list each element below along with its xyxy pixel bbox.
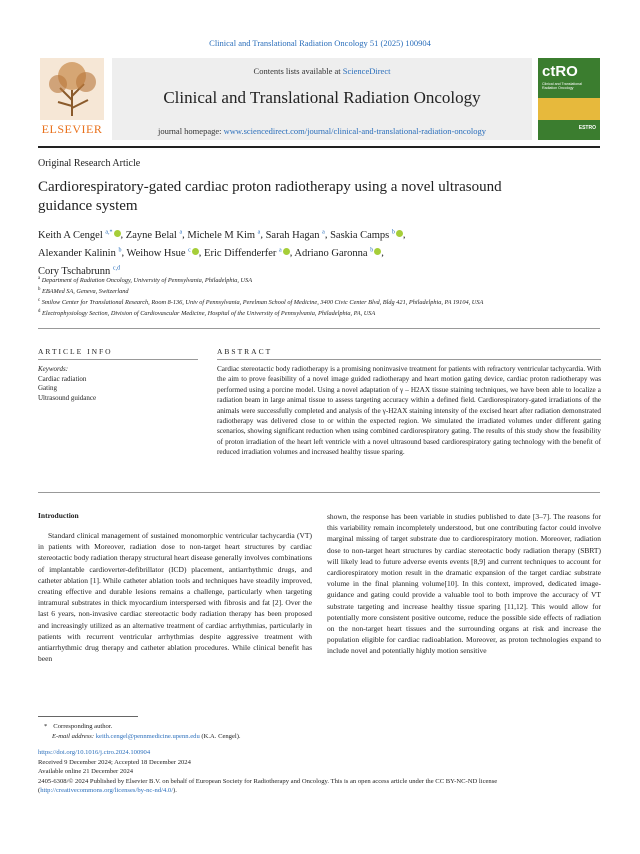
affiliation-item: $^a$ Department of Radiation Oncology, University of Pennsylvania, Philadelphia, USA bbox=[38, 276, 253, 285]
cover-subtitle: Clinical and Translational Radiation Oncology bbox=[542, 82, 582, 91]
body-column-right bbox=[327, 511, 601, 657]
keywords-label: Keywords: bbox=[38, 365, 69, 373]
author[interactable]: Saskia Camps $^b$ bbox=[330, 230, 403, 241]
author[interactable]: Keith A Cengel $^{a,*}$ bbox=[38, 230, 121, 241]
author[interactable]: Michele M Kim $^a$ bbox=[187, 229, 261, 241]
footnote-divider bbox=[38, 716, 138, 717]
section-heading-introduction: Introduction bbox=[38, 511, 79, 520]
body-paragraph: shown, the response has been variable in studies published to date [3–7]. The reasons for this variability remain incompletely understood, but one contributing factor could involve marginal missing of target substrate due to cardiorespiratory motion. Moreover, radiation dose to non-target heart structures by cardiac stereotactic body radiation therapy (SBRT) will likely lead to future adverse events events [8,9] and current techniques to account for cardiorespiratory motion result in the dramatic expansion of the target cardiac substrate volume in the final planning volume[10]. In this context, improved, dedicated image-guidance and gating could provide a valuable tool to both improve the accuracy of VT substrate targeting and increase healthy tissue sparing [11,12]. This would allow for potentially more consistent positive outcome, reduce the possible side effects of radiation on the non-target heart tissues and the surrounding organs at risk and increase the population eligible for cardiac radioablation. Moreover, as proton technologies expand to include novel and potentially highly motion sensitive bbox=[327, 512, 601, 656]
orcid-icon[interactable] bbox=[283, 248, 290, 255]
body-paragraph: Standard clinical management of sustained monomorphic ventricular tachycardia (VT) in patients with Moreover, radiation dose to non-target heart structures by cardiac stereotactic body radiation therapy structural heart disease generally involves combinations of implantable cardioverter-defibrillator (ICD) placement, antiarrhythmic drugs, and catheter ablation [1]. While catheter ablation tools and techniques have steadily improved, creating effective and durable lesions remains a challenge, particularly when targeting intramural substrates in thick myocardium interspersed with fibrosis and fat [2]. Over the last 6 years, non-invasive cardiac stereotactic body radiation therapy has been proposed and increasingly utilized as an alternative treatment of cardiac arrhythmias, particularly in patients with recurrent ventricular arrhythmias despite aggressive treatment with antiarrhythmic drug therapy and catheter ablation procedures. While clinical benefit has been bbox=[38, 531, 312, 664]
cover-band bbox=[538, 98, 600, 120]
journal-reference[interactable]: Clinical and Translational Radiation Oncology 51 (2025) 100904 bbox=[209, 38, 431, 48]
abstract-heading: ABSTRACT bbox=[217, 347, 273, 356]
author[interactable]: Eric Diffenderfer $^a$ bbox=[204, 248, 290, 259]
elsevier-logo bbox=[38, 56, 106, 138]
email-line: E-mail address: keith.cengel@pennmedicine.upenn.edu (K.A. Cengel). bbox=[52, 733, 241, 740]
received-dates: Received 9 December 2024; Accepted 18 December 2024 bbox=[38, 758, 191, 766]
abstract-divider bbox=[217, 359, 601, 360]
corresponding-author-note: * Corresponding author. bbox=[44, 723, 113, 730]
homepage-prefix: journal homepage: bbox=[157, 126, 224, 136]
contents-prefix: Contents lists available at bbox=[253, 66, 343, 76]
article-info-divider bbox=[38, 359, 198, 360]
body-column-left bbox=[38, 530, 312, 664]
email-link[interactable]: keith.cengel@pennmedicine.upenn.edu bbox=[95, 733, 200, 740]
abstract-bottom-divider bbox=[38, 492, 600, 493]
cover-title: ctRO bbox=[542, 63, 578, 80]
sciencedirect-link[interactable]: ScienceDirect bbox=[342, 66, 391, 76]
available-online: Available online 21 December 2024 bbox=[38, 768, 134, 775]
keyword[interactable]: Gating bbox=[38, 384, 58, 392]
elsevier-wordmark: ELSEVIER bbox=[41, 122, 103, 136]
affiliations-divider bbox=[38, 328, 600, 329]
article-info-heading: ARTICLE INFO bbox=[38, 347, 113, 356]
journal-cover[interactable] bbox=[538, 58, 600, 140]
orcid-icon[interactable] bbox=[396, 230, 403, 237]
author[interactable]: Adriano Garonna $^b$ bbox=[294, 248, 381, 259]
cover-badge: ESTRO bbox=[578, 125, 596, 131]
author-list: Keith A Cengel $^{a,*}$ , Zayne Belal $^a$, Michele M Kim $^a$, Sarah Hagan $^a$, Saskia Camps $^b$ , Alexander Kalinin $^b$, Weihow Hsue $^c$ , Eric Diffenderfer $^a$ , Adriano Garonna $^b$ , Cory Tschabrunn $^{c,d}$ bbox=[38, 229, 406, 277]
article-footer bbox=[38, 748, 600, 796]
affiliations bbox=[38, 275, 558, 319]
keyword[interactable]: Ultrasound guidance bbox=[38, 393, 97, 402]
abstract-text: Cardiac stereotactic body radiotherapy is a promising noninvasive treatment for patients with refractory ventricular tachycardia. With the aim to prove feasibility of a novel image guided radiotherapy and heart motion gating device, cardiac proton radiotherapy was performed using a porcine model. Using a novel adaptation of γ – H2AX tissue staining techniques, we have been able to localize a radiation beam in large animal tissue to assess targeting accuracy within a defined field. Cardiorespiratory-gated irradiations of the animals were successfully completed and analysis of the γ-H2AX staining intensity of the excised heart after radiation demonstrated radiotherapy was delivered close to or within the expected region. We simulated the irradiated volumes under different gating scenarios, showing significant reduction when using combined cardiorespiratory gating. The results of this study show the feasibility of proton irradiation of the heart left ventricle with a novel ultrasound based cardiorespiratory gating technology with the benefit of reduced irradiation volumes and increased healthy tissue sparing. bbox=[217, 365, 601, 457]
header-divider bbox=[38, 146, 600, 148]
author[interactable]: Zayne Belal $^a$ bbox=[125, 229, 183, 241]
orcid-icon[interactable] bbox=[192, 248, 199, 255]
copyright-notice: 2405-6308/© 2024 Published by Elsevier B.V. on behalf of European Society for Radiotherapy and Oncology. This is an open access article under the CC BY-NC-ND license (http://creativecommons.org/licenses/by-nc-nd/4.0/). bbox=[38, 777, 498, 794]
orcid-icon[interactable] bbox=[114, 230, 121, 237]
orcid-icon[interactable] bbox=[374, 248, 381, 255]
doi-link[interactable]: https://doi.org/10.1016/j.ctro.2024.100904 bbox=[38, 749, 151, 756]
affiliation-item: $^d$ Electrophysiology Section, Division of Cardiovascular Medicine, Hospital of the University of Pennsylvania, Philadelphia, PA, USA bbox=[38, 308, 376, 317]
keywords-block bbox=[38, 365, 96, 403]
author[interactable]: Sarah Hagan $^a$ bbox=[265, 229, 325, 241]
homepage-link[interactable]: www.sciencedirect.com/journal/clinical-and-translational-radiation-oncology bbox=[223, 126, 486, 136]
author[interactable]: Cory Tschabrunn $^{c,d}$ bbox=[38, 265, 121, 277]
article-title: Cardiorespiratory-gated cardiac proton radiotherapy using a novel ultrasound guidance system bbox=[38, 179, 502, 214]
footnote bbox=[38, 722, 241, 742]
author[interactable]: Alexander Kalinin $^b$ bbox=[38, 247, 122, 259]
affiliation-item: $^c$ Smilow Center for Translational Research, Room 8-136, Univ of Pennsylvania, Perelman School of Medicine, 3400 Civic Center Blvd, Bldg 421, Philadelphia, PA 19104, USA bbox=[38, 297, 484, 306]
journal-title: Clinical and Translational Radiation Oncology bbox=[163, 88, 481, 107]
affiliation-item: $^b$ EBAMed SA, Geneva, Switzerland bbox=[38, 286, 129, 295]
license-link[interactable]: http://creativecommons.org/licenses/by-nc-nd/4.0/ bbox=[40, 787, 174, 794]
author[interactable]: Weihow Hsue $^c$ bbox=[127, 248, 199, 259]
keyword[interactable]: Cardiac radiation bbox=[38, 374, 87, 383]
contents-line bbox=[112, 66, 532, 76]
homepage-line bbox=[112, 126, 532, 136]
article-type: Original Research Article bbox=[38, 158, 141, 169]
